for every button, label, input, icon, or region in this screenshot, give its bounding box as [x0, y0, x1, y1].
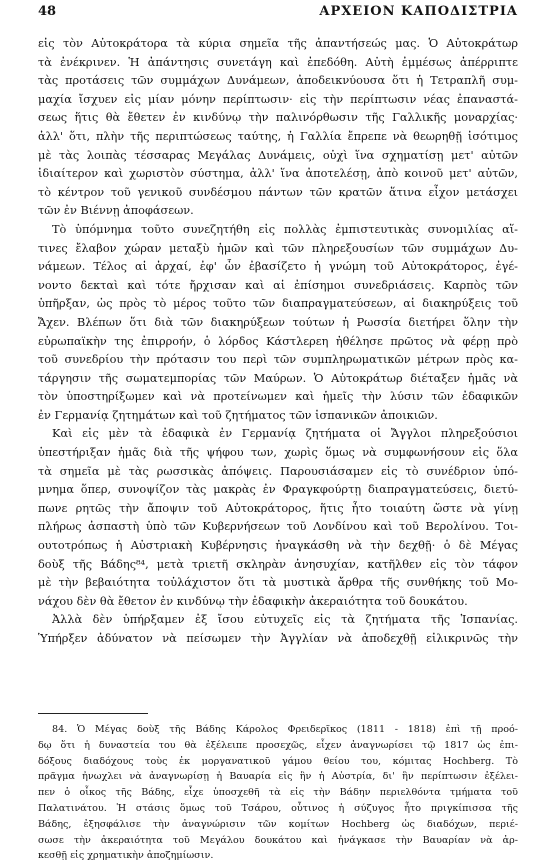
body-line: Τὸ ὑπόμνημα τοῦτο συνεζητήθη εἰς πολλὰς ἐμπιστευτικὰς συνομιλίας αἵ-	[52, 222, 518, 236]
body-line: ὑπεστήριξαν ἡμᾶς διὰ τῆς ψήφου των, χωρὶς ὅμως νὰ συμφωνήσουν εἰς ὅλα	[38, 446, 518, 460]
body-line: νοντο δεκταὶ καὶ τότε ἤρχισαν καὶ αἱ ἐπίσημοι συνεδριάσεις. Καρπὸς τῶν	[38, 278, 518, 292]
footnote-line: πεν ὁ οἶκος τῆς Βάδης, εἶχε ὑποσχεθῆ τὰ εἰς τὴν Βάδην περιελθόντα τμήματα τοῦ	[38, 787, 518, 799]
body-line: ἰδιαίτερον καὶ χωριστὸν σύστημα, ἀλλ' ἵνα ἀποτελέσῃ, ἀπὸ κοινοῦ μετ' αὐτῶν,	[38, 167, 518, 181]
body-line: Ἄχεν. Βλέπων ὅτι διὰ τῶν διακηρύξεων τούτων ἡ Ρωσσία διετήρει ὅλην τὴν	[38, 315, 518, 329]
body-line: ουτοτρόπως ἡ Αὐστριακὴ Κυβέρνησις ἠναγκάσθη νὰ τὴν δεχθῇ· ὁ δὲ Μέγας	[38, 539, 518, 553]
page-number: 48	[38, 4, 57, 19]
body-line: μὲ τὴν βεβαιότητα τοὐλάχιστον ὅτι τὰ μυστικὰ ἄρθρα τῆς συνθήκης τοῦ Μο-	[38, 576, 518, 590]
body-line: ὑπῆρξαν, ὡς πρὸς τὸ μέρος τοῦτο τῶν διαπραγματεύσεων, αἱ διακηρύξεις τοῦ	[38, 297, 518, 311]
footnote-line: Βάδης, ἐξησφάλισε τὴν ἀναγνώρισιν τῶν κομίτων Hochberg ὡς διαδόχων, περιέ-	[38, 818, 518, 830]
footnote-line: κεσθῇ εἰς χρηματικὴν ἀποζημίωσιν.	[38, 850, 214, 862]
body-line: εὐρωπαϊκὴν της ἐπιρροήν, ὁ λόρδος Κάστλερεη ἠθέλησε πρῶτος νὰ φέρῃ πρὸ	[38, 334, 518, 348]
body-line: τοῦ συνεδρίου τὴν πρότασιν του περὶ τῶν συμπληρωματικῶν μέτρων πρὸς κα-	[38, 353, 518, 367]
body-line: πλήρως ἀσπαστὴ ὑπὸ τῶν Κυβερνήσεων τοῦ Λονδίνου καὶ τοῦ Βερολίνου. Τοι-	[38, 520, 518, 534]
footnote-block	[38, 722, 518, 864]
body-line: δοὺξ τῆς Βάδης⁸⁴, μετὰ τριετῆ σκληρὰν ἀνησυχίαν, κατῆλθεν εἰς τὸν τάφον	[38, 557, 518, 571]
body-line: νάχου δὲν θὰ ἔθετον ἐν κινδύνῳ τὴν ἐδαφικὴν ἀκεραιότητα τοῦ δουκάτου.	[38, 594, 468, 608]
body-line: τῶν ἐν Βιέννῃ ἀποφάσεων.	[38, 204, 194, 218]
body-line: εἰς τὸν Αὐτοκράτορα τὰ κύρια σημεῖα τῆς ἀπαντήσεώς μας. Ὁ Αὐτοκράτωρ	[38, 37, 518, 50]
body-line: νάμεων. Τέλος αἱ ἀρχαί, ἐφ' ὧν ἐβασίζετο ἡ γνώμη τοῦ Αὐτοκράτορος, ἐγέ-	[38, 260, 518, 274]
running-head: ΑΡΧΕΙΟΝ ΚΑΠΟΔΙΣΤΡΙΑ	[319, 4, 518, 19]
body-line: τινες ἔλαβον χώραν μεταξὺ ἡμῶν καὶ τῶν πληρεξουσίων τῶν συμμάχων Δυ-	[38, 241, 518, 255]
footnote-line: δόξους διαδόχους τοὺς ἐκ μοργανατικοῦ γάμου θείου του, κόμιτας Hochberg. Τὸ	[38, 755, 518, 767]
body-line: τὰς προτάσεις τῶν συμμάχων Δυνάμεων, ἀποδεικνύουσα ὅτι ἡ Τετραπλῆ συμ-	[38, 74, 518, 88]
body-line: τάργησιν τῆς σωματεμπορίας τῶν Μαύρων. Ὁ Αὐτοκράτωρ διέταξεν ἡμᾶς νὰ	[38, 371, 518, 385]
body-line: τὰ σημεῖα μὲ τὰς ρωσσικὰς ἀπόψεις. Παρουσιάσαμεν εἰς τὸ συνέδριον ὑπό-	[38, 464, 518, 478]
footnote-line: σωσε τὴν ἀκεραιότητα τοῦ Μεγάλου δουκάτου καὶ ἠνάγκασε τὴν Βαυαρίαν νὰ ἀρ-	[38, 834, 518, 846]
body-line: μνημα ὅπερ, συνοψίζον τὰς μακρὰς ἐν Φραγκφούρτῃ διαπραγματεύσεις, διετύ-	[38, 483, 518, 497]
body-line: τὸν ὑποστηρίξωμεν καὶ νὰ προτείνωμεν καὶ ἡμεῖς τὴν λύσιν τῶν ἐδαφικῶν	[38, 390, 518, 404]
body-line: Καὶ εἰς μὲν τὰ ἐδαφικὰ ἐν Γερμανίᾳ ζητήματα οἱ Ἄγγλοι πληρεξούσιοι	[52, 427, 518, 441]
body-line: σεως ἥτις θὰ ἔθετεν ἐν κινδύνῳ τὴν παλινόρθωσιν τῆς Γαλλικῆς μοναρχίας·	[38, 111, 518, 125]
body-line: τὰ ἐνέκρινεν. Ἡ ἀπάντησις συνετάγη καὶ ἐπεδόθη. Αὐτὴ ἐμμέσως ἀπέρριπτε	[38, 55, 518, 69]
body-line: πωνε ρητῶς τὴν ἄποψιν τοῦ Αὐτοκράτορος, ἥτις ἦτο τοιαύτη ὥστε νὰ γίνῃ	[38, 501, 518, 515]
body-line: ἐν Γερμανίᾳ ζητημάτων καὶ τοῦ ζητήματος τῶν ἱσπανικῶν ἀποικιῶν.	[38, 408, 438, 422]
body-line: μὲ τὰς λοιπὰς τέσσαρας Μεγάλας Δυνάμεις, οὐχὶ ἵνα σχηματίσῃ μετ' αὐτῶν	[38, 148, 518, 162]
body-line: μαχία ἴσχυεν εἰς μίαν μόνην περίπτωσιν· εἰς τὴν περίπτωσιν νέας ἐπαναστά-	[38, 92, 518, 106]
footnote-line: 84. Ὁ Μέγας δοὺξ τῆς Βάδης Κάρολος Φρειδερῖκος (1811 - 1818) ἐπὶ τῇ προό-	[52, 724, 518, 735]
footnote-line: πρᾶγμα ἠνωχλει νὰ ἀναγνωρίσῃ ἡ Βαυαρία εἰς ἣν ἡ Αὐστρία, δι' ἣν περίπτωσιν ἐξέλει-	[38, 771, 518, 783]
footnote-line: δῳ ὅτι ἡ δυναστεία του θὰ ἐξέλειπε προσεχῶς, εἶχεν ἀναγνωρίσει τῷ 1817 ὡς ἐπι-	[38, 739, 518, 751]
body-line: τὸ κέντρον τοῦ γενικοῦ συνδέσμου πάντων τῶν κρατῶν ἅτινα εἶχον μετάσχει	[38, 185, 518, 199]
body-line: Ὑπήρξεν ἀδύνατον νὰ πείσωμεν τὴν Ἀγγλίαν νὰ ἀποδεχθῇ εἰλικρινῶς τὴν	[38, 632, 518, 645]
body-line: Ἀλλὰ δὲν ὑπήρξαμεν ἐξ ἴσου εὐτυχεῖς εἰς τὰ ζητήματα τῆς Ἱσπανίας.	[52, 613, 518, 627]
body-line: ἀλλ' ὅτι, πλὴν τῆς περιπτώσεως ταύτης, ἡ Γαλλία ἔπρεπε νὰ θεωρηθῇ ἰσότιμος	[38, 129, 518, 143]
footnote-divider	[38, 713, 148, 714]
page-header	[38, 4, 518, 26]
footnote-line: Παλατινάτου. Ἡ στάσις ὅμως τοῦ Τσάρου, οὗτινος ἡ σύζυγος ἦτο πριγκίπισσα τῆς	[38, 802, 518, 814]
body-text	[38, 35, 518, 649]
